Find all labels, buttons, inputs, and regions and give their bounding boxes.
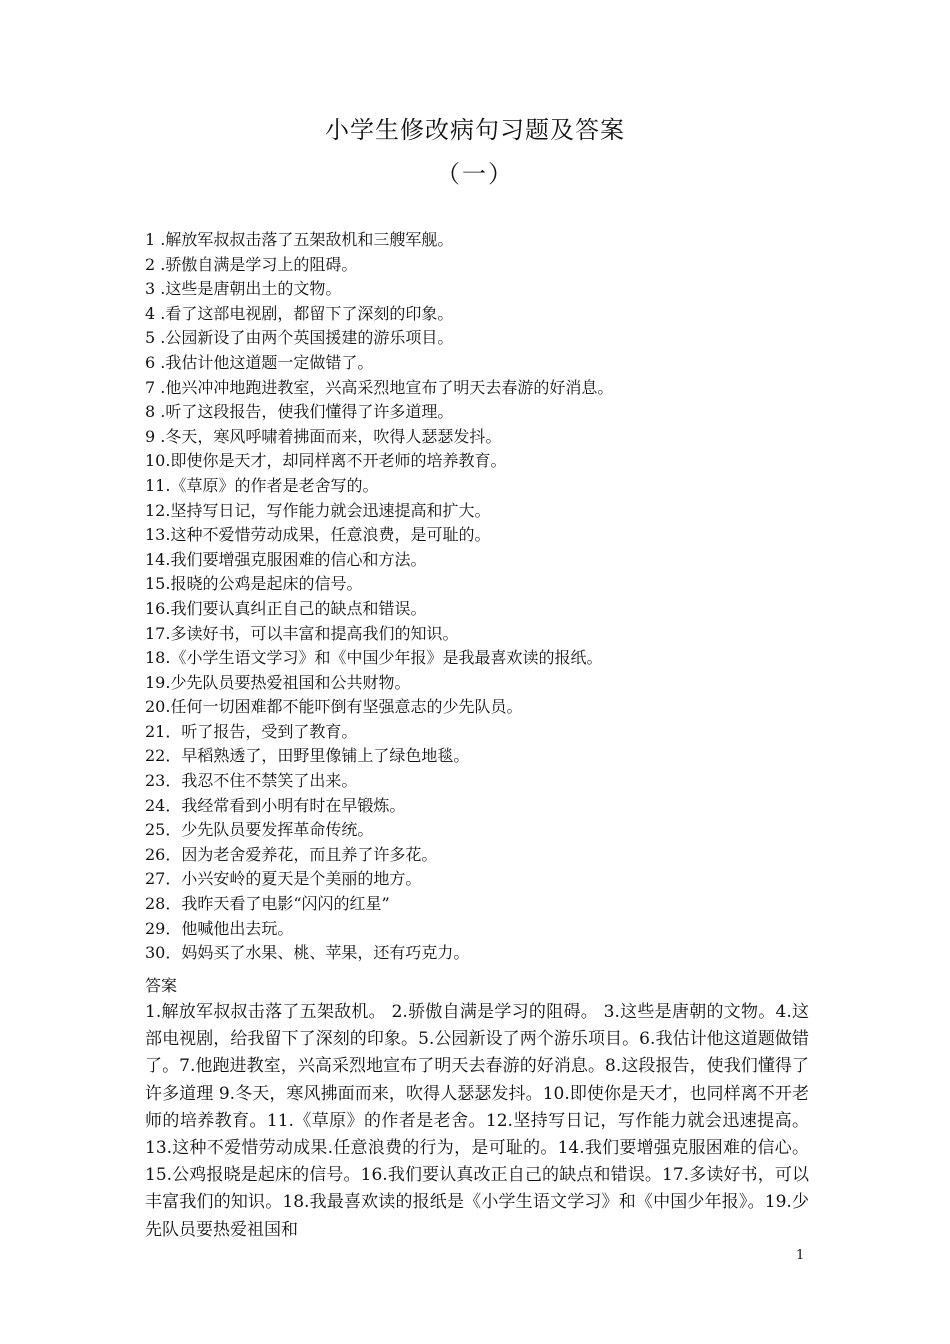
question-list — [145, 228, 825, 966]
question-item: 22．早稻熟透了，田野里像铺上了绿色地毯。 — [145, 746, 470, 766]
question-item: 24．我经常看到小明有时在早锻炼。 — [145, 795, 406, 815]
question-item: 21．听了报告，受到了教育。 — [145, 721, 358, 741]
question-item: 10.即使你是天才，却同样离不开老师的培养教育。 — [145, 451, 507, 471]
question-item: 23．我忍不住不禁笑了出来。 — [145, 771, 358, 791]
question-item: 7 .他兴冲冲地跑进教室，兴高采烈地宣布了明天去春游的好消息。 — [145, 377, 614, 397]
question-item: 11.《草原》的作者是老舍写的。 — [145, 475, 379, 495]
answer-paragraph: 1.解放军叔叔击落了五架敌机。 2.骄傲自满是学习的阻碍。 3.这些是唐朝的文物。4.这部电视剧，给我留下了深刻的印象。5.公园新设了两个游乐项目。6.我估计他这道题做错了。7.他跑进教室，兴高采烈地宣布了明天去春游的好消息。8.这段报告，使我们懂得了许多道理 9.冬天，寒风拂面而来，吹得人瑟瑟发抖。10.即使你是天才，也同样离不开老师的培养教育。11.《草原》的作者是老舍。12.坚持写日记，写作能力就会迅速提高。13.这种不爱惜劳动成果.任意浪费的行为，是可耻的。14.我们要增强克服困难的信心。15.公鸡报晓是起床的信号。16.我们要认真改正自己的缺点和错误。17.多读好书，可以丰富我们的知识。18.我最喜欢读的报纸是《小学生语文学习》和《中国少年报》。19.少先队员要热爱祖国和 — [145, 1002, 809, 1240]
question-item: 12.坚持写日记，写作能力就会迅速提高和扩大。 — [145, 500, 491, 520]
question-item: 18.《小学生语文学习》和《中国少年报》是我最喜欢读的报纸。 — [145, 648, 603, 668]
question-item: 30．妈妈买了水果、桃、苹果，还有巧克力。 — [145, 943, 470, 963]
question-item: 9 .冬天，寒风呼啸着拂面而来，吹得人瑟瑟发抖。 — [145, 426, 502, 446]
answer-heading: 答案 — [145, 976, 178, 995]
question-item: 26．因为老舍爱养花，而且养了许多花。 — [145, 844, 438, 864]
question-item: 13.这种不爱惜劳动成果，任意浪费，是可耻的。 — [145, 525, 491, 545]
question-item: 29．他喊他出去玩。 — [145, 918, 294, 938]
question-item: 19.少先队员要热爱祖国和公共财物。 — [145, 672, 411, 692]
question-item: 16.我们要认真纠正自己的缺点和错误。 — [145, 598, 427, 618]
page-number: 1 — [796, 1248, 805, 1263]
question-item: 14.我们要增强克服困难的信心和方法。 — [145, 549, 427, 569]
document-title: 小学生修改病句习题及答案 — [325, 116, 625, 144]
question-item: 20.任何一切困难都不能吓倒有坚强意志的少先队员。 — [145, 697, 523, 717]
question-item: 6 .我估计他这道题一定做错了。 — [145, 352, 374, 372]
question-item: 5 .公园新设了由两个英国援建的游乐项目。 — [145, 328, 454, 348]
question-item: 17.多读好书，可以丰富和提高我们的知识。 — [145, 623, 459, 643]
question-item: 27．小兴安岭的夏天是个美丽的地方。 — [145, 869, 422, 889]
question-item: 25．少先队员要发挥革命传统。 — [145, 820, 374, 840]
question-item: 15.报晓的公鸡是起床的信号。 — [145, 574, 363, 594]
question-item: 2 .骄傲自满是学习上的阻碍。 — [145, 254, 358, 274]
question-item: 28．我昨天看了电影“闪闪的红星” — [145, 894, 390, 914]
question-item: 4 .看了这部电视剧，都留下了深刻的印象。 — [145, 303, 454, 323]
document-subtitle: （一） — [436, 160, 514, 188]
question-item: 3 .这些是唐朝出土的文物。 — [145, 279, 342, 299]
question-item: 1 .解放军叔叔击落了五架敌机和三艘军舰。 — [145, 230, 454, 249]
question-item: 8 .听了这段报告，使我们懂得了许多道理。 — [145, 402, 454, 422]
